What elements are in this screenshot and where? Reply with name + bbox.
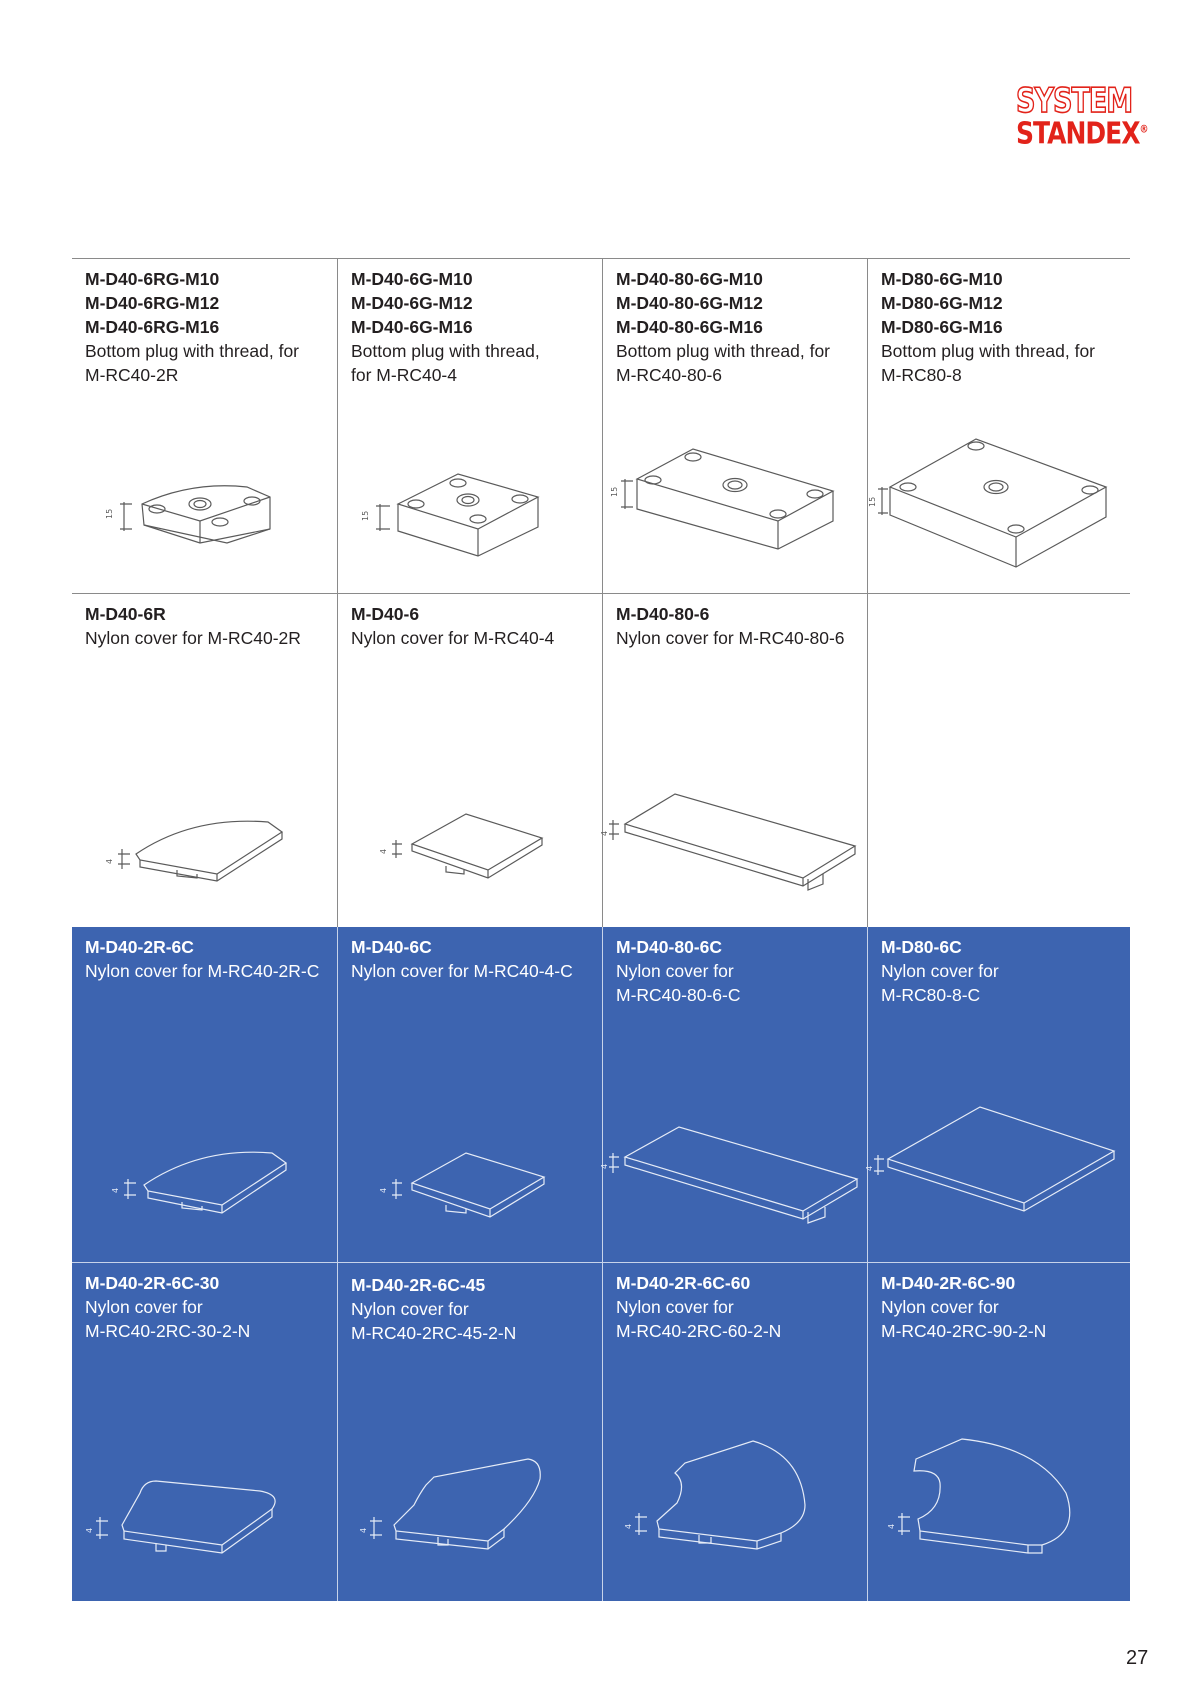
product-code: M-D40-6RG-M10 [85, 269, 220, 289]
product-code: M-D40-80-6G-M12 [616, 293, 763, 313]
dimension-label: 4 [624, 1523, 633, 1529]
nylon-cover-square-drawing [338, 794, 603, 914]
product-text [85, 267, 333, 387]
bottom-plug-square-drawing [338, 459, 603, 589]
product-code: M-D80-6G-M16 [881, 317, 1003, 337]
product-code: M-D40-80-6G-M16 [616, 317, 763, 337]
dimension-label: 15 [105, 508, 114, 519]
product-description: Nylon cover for M-RC40-2R [85, 628, 301, 648]
product-cell [867, 594, 1131, 927]
product-description: Nylon cover for M-RC40-4-C [351, 961, 573, 981]
product-cell [867, 927, 1131, 1262]
product-description: Bottom plug with thread, [351, 341, 540, 361]
product-description: Nylon cover for M-RC40-4 [351, 628, 555, 648]
product-description: Nylon cover for [881, 961, 999, 981]
product-cell [337, 594, 603, 927]
product-description-line2: M-RC40-2RC-45-2-N [351, 1323, 517, 1343]
product-cell [337, 927, 603, 1262]
product-cell [602, 594, 868, 927]
bottom-plug-rectangular-drawing [603, 439, 868, 579]
product-code: M-D40-6G-M12 [351, 293, 473, 313]
product-description: Nylon cover for M-RC40-80-6 [616, 628, 845, 648]
row-angled-covers [72, 1263, 1130, 1601]
product-text [351, 602, 599, 650]
product-description-line2: M-RC40-2RC-60-2-N [616, 1321, 782, 1341]
product-text [881, 935, 1127, 1007]
product-description: Bottom plug with thread, for [881, 341, 1095, 361]
product-description-line2: M-RC40-2RC-30-2-N [85, 1321, 251, 1341]
product-description-line2: M-RC80-8 [881, 365, 962, 385]
product-cell [337, 1263, 603, 1601]
product-code: M-D40-2R-6C-30 [85, 1273, 220, 1293]
bottom-plug-quarter-round-drawing [72, 459, 337, 579]
product-description: Bottom plug with thread, for [85, 341, 299, 361]
product-description: Nylon cover for [85, 1297, 203, 1317]
dimension-label: 4 [379, 1187, 388, 1193]
product-description: Nylon cover for [881, 1297, 999, 1317]
product-cell [602, 259, 868, 593]
product-description-line2: for M-RC40-4 [351, 365, 457, 385]
product-cell [72, 927, 337, 1262]
product-description: Nylon cover for [616, 1297, 734, 1317]
product-cell [867, 1263, 1131, 1601]
dimension-label: 4 [111, 1187, 120, 1193]
product-code: M-D40-6 [351, 604, 420, 624]
product-cell [867, 259, 1131, 593]
product-code: M-D40-6RG-M16 [85, 317, 220, 337]
product-text [616, 1271, 864, 1343]
product-cell [337, 259, 603, 593]
product-text [85, 602, 333, 650]
dimension-label: 4 [359, 1527, 368, 1533]
product-text [351, 1273, 599, 1345]
product-text [881, 267, 1127, 387]
product-text [351, 267, 599, 387]
product-code: M-D40-6G-M16 [351, 317, 473, 337]
dimension-label: 4 [600, 1163, 609, 1169]
nylon-cover-c-square-drawing [338, 1127, 603, 1247]
product-cell [72, 259, 337, 593]
product-description: Bottom plug with thread, for [616, 341, 830, 361]
product-text [881, 1271, 1127, 1343]
product-text [351, 935, 599, 983]
product-cell [72, 1263, 337, 1601]
nylon-cover-rectangular-drawing [600, 754, 868, 914]
product-text [85, 935, 333, 983]
angled-cover-60-drawing [603, 1383, 868, 1583]
product-code: M-D40-6RG-M12 [85, 293, 220, 313]
product-code: M-D40-6C [351, 937, 432, 957]
product-description-line2: M-RC40-2RC-90-2-N [881, 1321, 1047, 1341]
product-description-line2: M-RC40-2R [85, 365, 179, 385]
product-code: M-D40-80-6G-M10 [616, 269, 763, 289]
dimension-label: 4 [379, 848, 388, 854]
product-code: M-D40-80-6C [616, 937, 722, 957]
product-code: M-D40-2R-6C [85, 937, 194, 957]
product-code: M-D40-2R-6C-45 [351, 1275, 486, 1295]
product-code: M-D40-6R [85, 604, 166, 624]
product-code: M-D80-6C [881, 937, 962, 957]
row-nylon-covers-c [72, 927, 1130, 1262]
nylon-cover-quarter-round-drawing [72, 804, 337, 914]
product-text [616, 602, 864, 650]
product-code: M-D80-6G-M10 [881, 269, 1003, 289]
product-cell [602, 1263, 868, 1601]
product-code: M-D80-6G-M12 [881, 293, 1003, 313]
product-code: M-D40-2R-6C-90 [881, 1273, 1016, 1293]
dimension-label: 15 [361, 510, 370, 521]
product-description: Nylon cover for [351, 1299, 469, 1319]
dimension-label: 4 [85, 1527, 94, 1533]
angled-cover-45-drawing [338, 1393, 603, 1583]
dimension-label: 4 [865, 1165, 874, 1171]
logo-line-system: SYSTEM [1016, 82, 1133, 121]
nylon-cover-c-large-square-drawing [865, 1067, 1131, 1247]
dimension-label: 15 [868, 496, 877, 507]
product-text [616, 267, 864, 387]
nylon-cover-c-rectangular-drawing [600, 1087, 868, 1247]
dimension-label: 15 [610, 486, 619, 497]
dimension-label: 4 [105, 858, 114, 864]
product-code: M-D40-2R-6C-60 [616, 1273, 751, 1293]
product-description-line2: M-RC40-80-6-C [616, 985, 741, 1005]
product-description-line2: M-RC80-8-C [881, 985, 981, 1005]
system-standex-logo [1016, 82, 1148, 151]
product-description: Nylon cover for M-RC40-2R-C [85, 961, 320, 981]
angled-cover-30-drawing [72, 1413, 337, 1583]
product-text [616, 935, 864, 1007]
row-nylon-covers [72, 594, 1130, 927]
angled-cover-90-drawing [868, 1373, 1131, 1583]
product-cell [602, 927, 868, 1262]
product-description-line2: M-RC40-80-6 [616, 365, 722, 385]
product-code: M-D40-80-6 [616, 604, 710, 624]
row-bottom-plugs [72, 259, 1130, 593]
dimension-label: 4 [600, 830, 609, 836]
dimension-label: 4 [887, 1523, 896, 1529]
bottom-plug-large-square-drawing [868, 419, 1131, 589]
logo-line-standex: STANDEX® [1016, 116, 1148, 151]
product-code: M-D40-6G-M10 [351, 269, 473, 289]
page-number: 27 [1126, 1647, 1149, 1669]
product-cell [72, 594, 337, 927]
nylon-cover-c-quarter-round-drawing [72, 1127, 337, 1247]
product-text [85, 1271, 333, 1343]
product-description: Nylon cover for [616, 961, 734, 981]
